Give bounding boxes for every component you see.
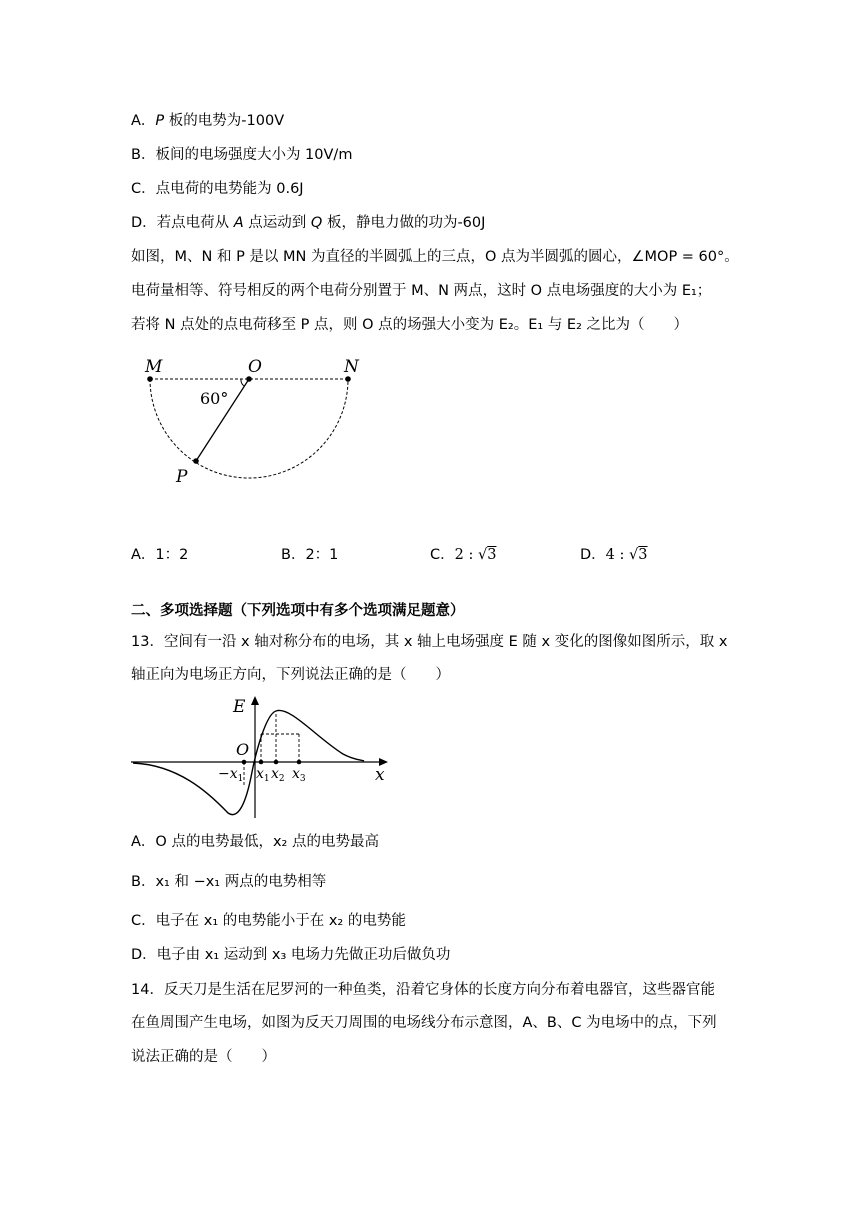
option-var: Q: [310, 215, 323, 231]
option-text: x₁ 和 −x₁ 两点的电势相等: [155, 874, 327, 890]
option-label: C．: [131, 181, 156, 197]
option-label: D．: [131, 947, 157, 963]
label-x: x: [375, 765, 385, 785]
option-text: 电子由 x₁ 运动到 x₃ 电场力先做正功后做负功: [156, 947, 451, 963]
q12-stem-line2: 电荷量相等、符号相反的两个电荷分别置于 M、N 两点，这时 O 点电场强度的大小为 E₁；: [131, 283, 712, 299]
label-o: O: [248, 357, 262, 377]
point-o: [246, 376, 252, 382]
q13-stem-line2: 轴正向为电场正方向，下列说法正确的是（ ）: [131, 667, 450, 683]
q12-stem-line3: 若将 N 点处的点电荷移至 P 点，则 O 点的场强大小变为 E₂。E₁ 与 E₂ 之比为（ ）: [131, 317, 689, 333]
point-m: [147, 376, 153, 382]
q13-option-a: [131, 832, 379, 852]
dot-x1: [259, 760, 264, 765]
label-x3: $x_3$: [292, 766, 306, 784]
option-label: D．: [131, 215, 157, 231]
option-label: B．: [281, 547, 306, 563]
option-text: 若点电荷从: [156, 215, 234, 231]
q13-e-x-graph: [128, 692, 398, 822]
option-label: A．: [131, 113, 156, 129]
option-var: A: [233, 215, 244, 231]
option-text: 2：1: [305, 547, 339, 563]
q13-option-c: [131, 911, 406, 931]
q12-option-a: [131, 545, 188, 565]
q13-option-d: [131, 945, 450, 965]
label-angle: 60°: [200, 389, 229, 408]
label-o: O: [236, 740, 250, 759]
option-radicand: 3: [487, 547, 497, 563]
q14-stem-line2: 在鱼周围产生电场，如图为反天刀周围的电场线分布示意图，A、B、C 为电场中的点，下列: [131, 1015, 717, 1031]
q11-option-c: [131, 179, 304, 199]
point-p: [193, 458, 199, 464]
dot-neg-x1: [242, 760, 247, 765]
dot-x3: [297, 760, 302, 765]
option-text: 点电荷的电势能为 0.6J: [155, 181, 304, 197]
option-text: 4 :: [605, 547, 630, 563]
option-label: B．: [131, 147, 156, 163]
option-label: C．: [131, 913, 156, 929]
label-neg-x1: $-x_1$: [218, 766, 244, 784]
option-text: 1：2: [155, 547, 189, 563]
q12-stem-line1: 如图，M、N 和 P 是以 MN 为直径的半圆弧上的三点，O 点为半圆弧的圆心，∠MOP = 60°。: [131, 249, 739, 265]
q14-stem-line1: 14．反天刀是生活在尼罗河的一种鱼类，沿着它身体的长度方向分布着电器官，这些器官能: [131, 982, 715, 998]
option-text: 板，静电力做的功为-60J: [322, 215, 486, 231]
q11-option-a: [131, 111, 284, 131]
label-p: P: [176, 467, 188, 487]
label-x1: $x_1$: [256, 766, 270, 784]
label-x2: $x_2$: [271, 766, 285, 784]
e-axis-arrow: [251, 696, 259, 705]
option-text: 板间的电场强度大小为 10V/m: [155, 147, 353, 163]
q12-option-b: [281, 545, 338, 565]
option-text: O 点的电势最低，x₂ 点的电势最高: [155, 834, 379, 850]
q12-option-c: C．2 : √3: [430, 547, 497, 563]
section-heading: 二、多项选择题（下列选项中有多个选项满足题意）: [131, 603, 465, 619]
q11-option-b: [131, 145, 352, 165]
q12-semicircle-figure: [140, 352, 370, 492]
option-var: P: [155, 113, 165, 129]
dot-x2: [274, 760, 279, 765]
option-label: A．: [131, 547, 156, 563]
option-text: 电子在 x₁ 的电势能小于在 x₂ 的电势能: [155, 913, 406, 929]
option-text: 板的电势为-100V: [164, 113, 285, 129]
option-label: D．: [580, 547, 606, 563]
q13-stem-line1: 13．空间有一沿 x 轴对称分布的电场，其 x 轴上电场强度 E 随 x 变化的图像如图所示，取 x: [131, 634, 728, 650]
q11-option-d: [131, 213, 485, 233]
q14-stem-line3: 说法正确的是（ ）: [131, 1049, 276, 1065]
semicircle-arc: [150, 379, 348, 478]
option-label: A．: [131, 834, 156, 850]
label-m: M: [145, 357, 163, 377]
option-label: C．: [430, 547, 455, 563]
option-text: 2 :: [454, 547, 478, 563]
option-text: 点运动到: [243, 215, 311, 231]
label-e: E: [233, 697, 246, 717]
angle-arc: [241, 379, 244, 386]
option-radicand: 3: [638, 547, 648, 563]
point-n: [345, 376, 351, 382]
label-n: N: [344, 357, 359, 377]
q13-option-b: [131, 872, 326, 892]
q12-option-d: D．4 : √3: [580, 547, 648, 563]
option-label: B．: [131, 874, 156, 890]
